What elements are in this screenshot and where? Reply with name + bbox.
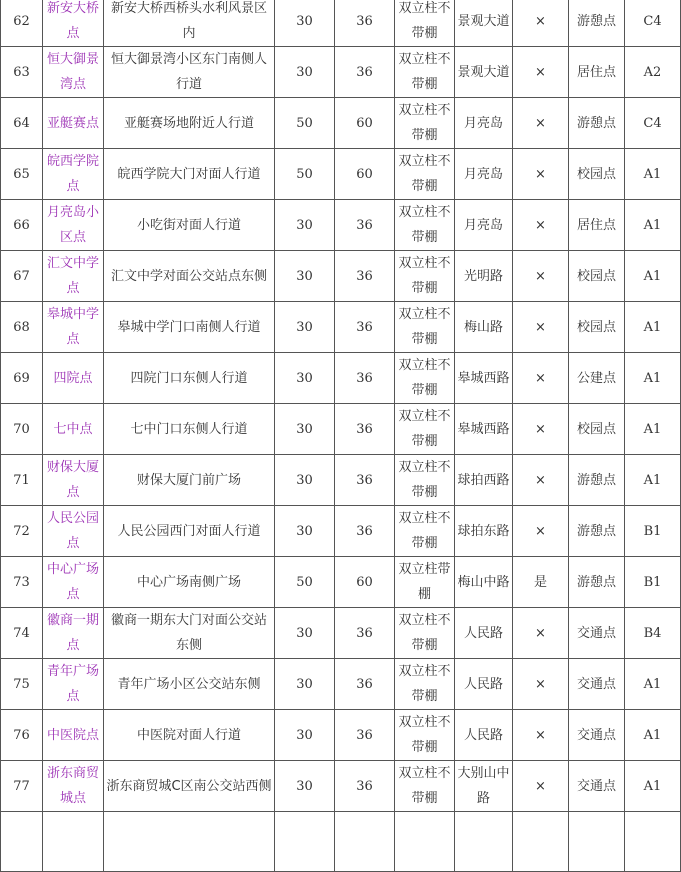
cell-station-name: 中心广场点 [43,557,104,608]
cell-shelter: × [513,0,569,47]
cell-grade: A2 [625,47,681,98]
cell-location: 皋城中学门口南侧人行道 [104,302,275,353]
cell-type: 双立柱不带棚 [395,506,455,557]
cell-number: 74 [1,608,43,659]
table-row [1,251,681,302]
cell-number: 63 [1,47,43,98]
cell-category: 交通点 [569,608,625,659]
table-row [1,404,681,455]
cell-shelter: × [513,761,569,812]
cell-number: 64 [1,98,43,149]
cell-height: 36 [335,353,395,404]
table-row [1,506,681,557]
cell-shelter: × [513,506,569,557]
cell-road: 球拍西路 [455,455,513,506]
cell-road: 大别山中路 [455,761,513,812]
cell-location: 四院门口东侧人行道 [104,353,275,404]
cell-width: 50 [275,98,335,149]
cell-number: 62 [1,0,43,47]
cell-width: 50 [275,149,335,200]
cell-height: 36 [335,251,395,302]
cell-type: 双立柱不带棚 [395,149,455,200]
cell-station-name: 浙东商贸城点 [43,761,104,812]
cell-width: 30 [275,47,335,98]
cell-type: 双立柱不带棚 [395,404,455,455]
cell-height: 36 [335,0,395,47]
cell-width: 30 [275,506,335,557]
cell-location: 浙东商贸城C区南公交站西侧 [104,761,275,812]
cell-category: 交通点 [569,710,625,761]
cell-height: 36 [335,47,395,98]
cell-grade: A1 [625,761,681,812]
cell-category: 游憩点 [569,557,625,608]
cell-station-name: 青年广场点 [43,659,104,710]
cell-location: 七中门口东侧人行道 [104,404,275,455]
cell-grade: A1 [625,455,681,506]
cell-road: 月亮岛 [455,98,513,149]
cell-type: 双立柱不带棚 [395,0,455,47]
table-row [1,47,681,98]
cell-location: 中医院对面人行道 [104,710,275,761]
cell-empty [275,812,335,872]
cell-number: 70 [1,404,43,455]
cell-number: 66 [1,200,43,251]
cell-category: 居住点 [569,47,625,98]
cell-type: 双立柱不带棚 [395,302,455,353]
cell-empty [395,812,455,872]
cell-road: 球拍东路 [455,506,513,557]
cell-type: 双立柱不带棚 [395,200,455,251]
cell-type: 双立柱不带棚 [395,659,455,710]
cell-height: 60 [335,557,395,608]
cell-grade: A1 [625,710,681,761]
cell-station-name: 四院点 [43,353,104,404]
cell-location: 财保大厦门前广场 [104,455,275,506]
cell-empty [335,812,395,872]
cell-type: 双立柱不带棚 [395,608,455,659]
cell-grade: A1 [625,149,681,200]
cell-number: 71 [1,455,43,506]
cell-width: 30 [275,0,335,47]
cell-station-name: 新安大桥点 [43,0,104,47]
table-row [1,455,681,506]
cell-height: 36 [335,710,395,761]
cell-empty [1,812,43,872]
cell-road: 人民路 [455,659,513,710]
cell-road: 景观大道 [455,0,513,47]
cell-width: 30 [275,302,335,353]
cell-number: 68 [1,302,43,353]
cell-height: 36 [335,404,395,455]
cell-height: 36 [335,455,395,506]
cell-location: 亚艇赛场地附近人行道 [104,98,275,149]
cell-category: 公建点 [569,353,625,404]
table-row [1,710,681,761]
cell-shelter: × [513,98,569,149]
cell-category: 游憩点 [569,0,625,47]
cell-location: 恒大御景湾小区东门南侧人行道 [104,47,275,98]
cell-category: 交通点 [569,761,625,812]
cell-grade: C4 [625,98,681,149]
cell-shelter: × [513,302,569,353]
cell-grade: C4 [625,0,681,47]
table-row [1,557,681,608]
cell-station-name: 汇文中学点 [43,251,104,302]
cell-road: 光明路 [455,251,513,302]
cell-location: 小吃街对面人行道 [104,200,275,251]
cell-height: 36 [335,506,395,557]
cell-empty [625,812,681,872]
cell-road: 梅山中路 [455,557,513,608]
cell-grade: A1 [625,404,681,455]
cell-shelter: × [513,47,569,98]
table-body [1,0,681,812]
cell-road: 人民路 [455,608,513,659]
cell-shelter: × [513,149,569,200]
cell-empty [513,812,569,872]
cell-width: 30 [275,608,335,659]
cell-number: 75 [1,659,43,710]
table-row [1,0,681,47]
cell-location: 皖西学院大门对面人行道 [104,149,275,200]
cell-road: 皋城西路 [455,353,513,404]
table-row [1,302,681,353]
cell-grade: B1 [625,557,681,608]
cell-number: 65 [1,149,43,200]
cell-number: 69 [1,353,43,404]
table-row [1,761,681,812]
cell-type: 双立柱带棚 [395,557,455,608]
cell-category: 校园点 [569,251,625,302]
cell-type: 双立柱不带棚 [395,761,455,812]
cell-grade: B4 [625,608,681,659]
cell-width: 30 [275,200,335,251]
cell-road: 人民路 [455,710,513,761]
cell-empty [43,812,104,872]
cell-shelter: × [513,455,569,506]
cell-empty [455,812,513,872]
cell-road: 皋城西路 [455,404,513,455]
cell-category: 校园点 [569,302,625,353]
cell-station-name: 恒大御景湾点 [43,47,104,98]
cell-shelter: × [513,659,569,710]
cell-number: 76 [1,710,43,761]
cell-shelter: × [513,251,569,302]
cell-type: 双立柱不带棚 [395,98,455,149]
cell-width: 30 [275,659,335,710]
cell-height: 36 [335,761,395,812]
cell-location: 徽商一期东大门对面公交站东侧 [104,608,275,659]
cell-station-name: 财保大厦点 [43,455,104,506]
cell-station-name: 徽商一期点 [43,608,104,659]
cell-shelter: 是 [513,557,569,608]
cell-number: 72 [1,506,43,557]
cell-category: 校园点 [569,404,625,455]
table-row [1,98,681,149]
cell-grade: A1 [625,353,681,404]
table-row [1,149,681,200]
cell-category: 游憩点 [569,98,625,149]
cell-location: 中心广场南侧广场 [104,557,275,608]
cell-road: 月亮岛 [455,149,513,200]
cell-grade: B1 [625,506,681,557]
cell-road: 月亮岛 [455,200,513,251]
cell-height: 60 [335,98,395,149]
cell-height: 36 [335,302,395,353]
cell-category: 校园点 [569,149,625,200]
cell-width: 30 [275,455,335,506]
cell-empty [104,812,275,872]
cell-location: 人民公园西门对面人行道 [104,506,275,557]
table-row [1,659,681,710]
cell-station-name: 亚艇赛点 [43,98,104,149]
cell-width: 30 [275,353,335,404]
cell-shelter: × [513,200,569,251]
cell-shelter: × [513,404,569,455]
cell-type: 双立柱不带棚 [395,47,455,98]
cell-width: 50 [275,557,335,608]
cell-number: 67 [1,251,43,302]
cell-station-name: 月亮岛小区点 [43,200,104,251]
cell-type: 双立柱不带棚 [395,710,455,761]
table-row [1,608,681,659]
cell-type: 双立柱不带棚 [395,251,455,302]
cell-shelter: × [513,710,569,761]
cell-location: 汇文中学对面公交站点东侧 [104,251,275,302]
cell-width: 30 [275,710,335,761]
cell-type: 双立柱不带棚 [395,455,455,506]
cell-type: 双立柱不带棚 [395,353,455,404]
cell-grade: A1 [625,302,681,353]
cell-category: 居住点 [569,200,625,251]
cell-height: 36 [335,200,395,251]
cell-shelter: × [513,353,569,404]
cell-width: 30 [275,761,335,812]
cell-road: 景观大道 [455,47,513,98]
cell-location: 新安大桥西桥头水利风景区内 [104,0,275,47]
table-row-partial [1,812,681,872]
cell-width: 30 [275,404,335,455]
cell-station-name: 中医院点 [43,710,104,761]
cell-grade: A1 [625,251,681,302]
cell-station-name: 皖西学院点 [43,149,104,200]
cell-height: 36 [335,659,395,710]
cell-grade: A1 [625,200,681,251]
table-row [1,353,681,404]
cell-station-name: 皋城中学点 [43,302,104,353]
cell-height: 60 [335,149,395,200]
cell-width: 30 [275,251,335,302]
cell-category: 游憩点 [569,455,625,506]
cell-grade: A1 [625,659,681,710]
cell-station-name: 七中点 [43,404,104,455]
cell-empty [569,812,625,872]
table-row [1,200,681,251]
cell-location: 青年广场小区公交站东侧 [104,659,275,710]
cell-station-name: 人民公园点 [43,506,104,557]
cell-number: 73 [1,557,43,608]
cell-road: 梅山路 [455,302,513,353]
cell-number: 77 [1,761,43,812]
cell-shelter: × [513,608,569,659]
cell-height: 36 [335,608,395,659]
cell-category: 游憩点 [569,506,625,557]
cell-category: 交通点 [569,659,625,710]
